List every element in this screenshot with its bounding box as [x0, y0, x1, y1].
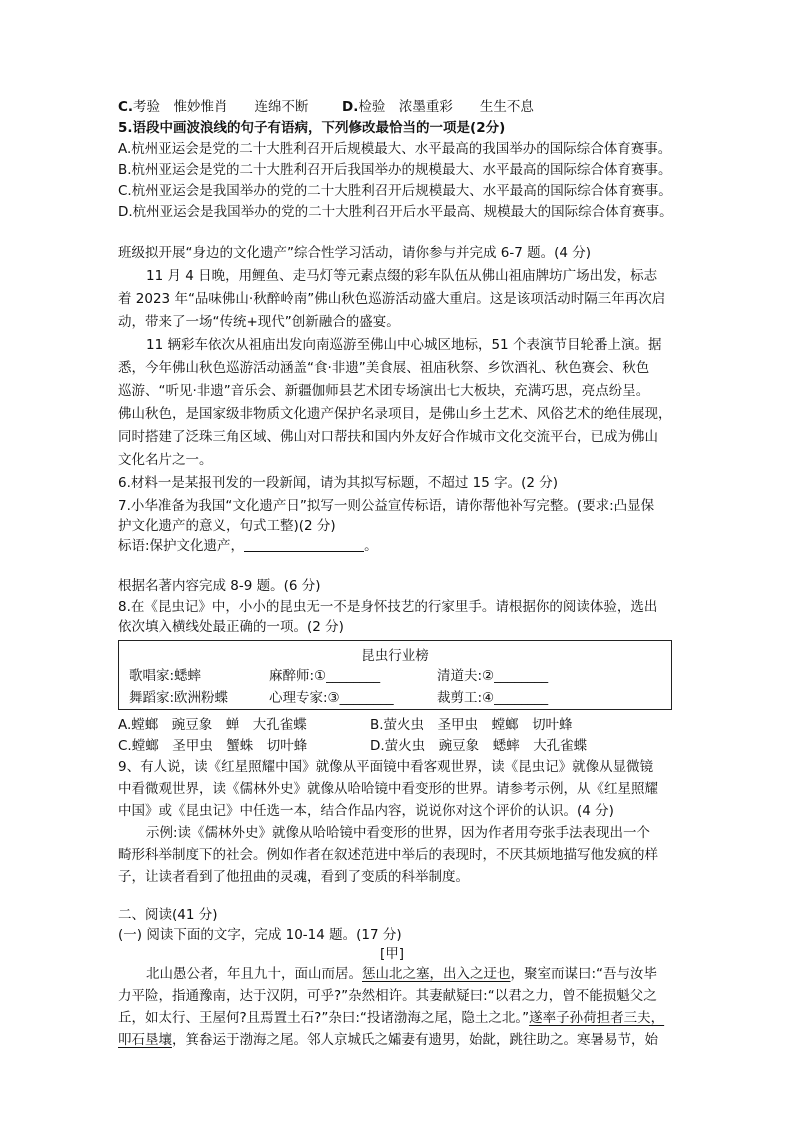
- q8-option-a: A.螳螂 豌豆象 蝉 大孔雀蝶: [118, 717, 307, 733]
- table-cell: 心理专家:③________: [269, 690, 394, 706]
- q5-option-d: D.杭州亚运会是我国举办的党的二十大胜利召开后水平最高、规模最大的国际综合体育赛事。: [118, 204, 673, 220]
- q5-option-b: B.杭州亚运会是党的二十大胜利召开后我国举办的规模最大、水平最高的国际综合体育赛事。: [118, 162, 672, 178]
- material-p2-line: 同时搭建了泛珠三角区域、佛山对口帮扶和国内外友好合作城市文化交流平台，已成为佛山: [118, 429, 658, 445]
- q7-stem-line: 护文化遗产的意义，句式工整)(2 分): [118, 518, 336, 534]
- table-cell: 裁剪工:④________: [437, 690, 549, 706]
- table-cell: 清道夫:②________: [437, 668, 549, 684]
- passage-line: 丘，如太行、王屋何?且焉置土石?”杂曰:“投诸渤海之尾，隐土之北。”遂率子孙荷担者三夫，: [118, 1010, 665, 1026]
- underlined-sentence: 叩石垦壤: [118, 1032, 172, 1048]
- table-cell: 舞蹈家:欧洲粉蝶: [129, 690, 229, 706]
- material-p1-line: 11 月 4 日晚，用鲤鱼、走马灯等元素点缀的彩车队伍从佛山祖庙牌坊广场出发，标志: [146, 268, 658, 284]
- table-title: 昆虫行业榜: [361, 648, 429, 664]
- underlined-sentence: 遂率子孙荷担者三夫，: [529, 1010, 665, 1026]
- q7-slogan: 标语:保护文化遗产， 。: [118, 538, 378, 554]
- q9-stem-line: 9、有人说，读《红星照耀中国》就像从平面镜中看客观世界，读《昆虫记》就像从显微镜: [118, 759, 654, 775]
- underlined-sentence: 惩山北之塞，出入之迂也: [362, 966, 511, 982]
- q4-option-c: C.考验 惟妙惟肖 连绵不断: [118, 99, 309, 115]
- material-p2-line: 佛山秋色，是国家级非物质文化遗产保护名录项目，是佛山乡土艺术、风俗艺术的绝佳展现，: [118, 406, 672, 422]
- section-6-7-intro: 班级拟开展“身边的文化遗产”综合性学习活动，请你参与并完成 6-7 题。(4 分): [118, 245, 592, 261]
- material-p2-line: 巡游、“听见·非遗”音乐会、新疆伽师县艺术团专场演出七大板块，充满巧思，亮点纷呈。: [118, 383, 650, 399]
- passage-line: 北山愚公者，年且九十，面山而居。惩山北之塞，出入之迂也，聚室而谋曰:“吾与汝毕: [146, 966, 658, 982]
- table-cell: 歌唱家:蟋蟀: [129, 668, 202, 684]
- q9-example-line: 示例:读《儒林外史》就像从哈哈镜中看变形的世界，因为作者用夸张手法表现出一个: [146, 825, 651, 841]
- section-8-9-intro: 根据名著内容完成 8-9 题。(6 分): [118, 578, 321, 594]
- material-p1-line: 动，带来了一场“传统+现代”创新融合的盛宴。: [118, 314, 400, 330]
- q6-stem: 6.材料一是某报刊发的一段新闻，请为其拟写标题，不超过 15 字。(2 分): [118, 475, 559, 491]
- passage-line: 叩石垦壤，箕畚运于渤海之尾。邻人京城氏之孀妻有遗男，始龀，跳往助之。寒暑易节，始: [118, 1032, 658, 1048]
- table-cell: 麻醉师:①________: [269, 668, 381, 684]
- reading-subheading: (一) 阅读下面的文字，完成 10-14 题。(17 分): [118, 927, 402, 943]
- material-p2-line: 悉，今年佛山秋色巡游活动涵盖“食·非遗”美食展、祖庙秋祭、乡饮酒礼、秋色赛会、秋色: [118, 360, 650, 376]
- reading-heading: 二、阅读(41 分): [118, 907, 218, 923]
- q8-stem-line: 8.在《昆虫记》中，小小的昆虫无一不是身怀技艺的行家里手。请根据你的阅读体验，选出: [118, 599, 658, 615]
- q9-example-line: 畸形科举制度下的社会。例如作者在叙述范进中举后的表现时，不厌其烦地描写他发疯的样: [118, 847, 658, 863]
- q8-stem-line: 依次填入横线处最正确的一项。(2 分): [118, 619, 344, 635]
- q5-option-a: A.杭州亚运会是党的二十大胜利召开后规模最大、水平最高的我国举办的国际综合体育赛事。: [118, 141, 672, 157]
- q5-stem: 5.语段中画波浪线的句子有语病，下列修改最恰当的一项是(2分): [118, 120, 506, 136]
- passage-label-jia: [甲]: [380, 946, 405, 962]
- material-p2-line: 11 辆彩车依次从祖庙出发向南巡游至佛山中心城区地标，51 个表演节目轮番上演。据: [146, 337, 662, 353]
- q9-example-line: 子，让读者看到了他扭曲的灵魂，看到了变质的科举制度。: [118, 869, 469, 885]
- insect-ranking-table: [118, 640, 672, 710]
- q8-option-c: C.螳螂 圣甲虫 蟹蛛 切叶蜂: [118, 738, 308, 754]
- q9-stem-line: 中看微观世界，读《儒林外史》就像从哈哈镜中看变形的世界。请参考示例，从《红星照耀: [118, 781, 658, 797]
- material-p1-line: 着 2023 年“品味佛山·秋醉岭南”佛山秋色巡游活动盛大重启。这是该项活动时隔三年再次启: [118, 291, 666, 307]
- q8-option-b: B.萤火虫 圣甲虫 螳螂 切叶蜂: [370, 717, 573, 733]
- passage-line: 力平险，指通豫南，达于汉阴，可乎?”杂然相许。其妻献疑曰:“以君之力，曾不能损魁父之: [118, 988, 657, 1004]
- q5-option-c: C.杭州亚运会是我国举办的党的二十大胜利召开后规模最大、水平最高的国际综合体育赛事。: [118, 183, 672, 199]
- q8-option-d: D.萤火虫 豌豆象 蟋蟀 大孔雀蝶: [370, 738, 588, 754]
- material-p2-line: 文化名片之一。: [118, 452, 213, 468]
- q7-stem-line: 7.小华准备为我国“文化遗产日”拟写一则公益宣传标语，请你帮他补写完整。(要求:凸显保: [118, 498, 655, 514]
- q4-option-d: D.检验 浓墨重彩 生生不息: [342, 99, 534, 115]
- slogan-blank[interactable]: [244, 537, 364, 552]
- q9-stem-line: 中国》或《昆虫记》中任选一本，结合作品内容，说说你对这个评价的认识。(4 分): [118, 803, 614, 819]
